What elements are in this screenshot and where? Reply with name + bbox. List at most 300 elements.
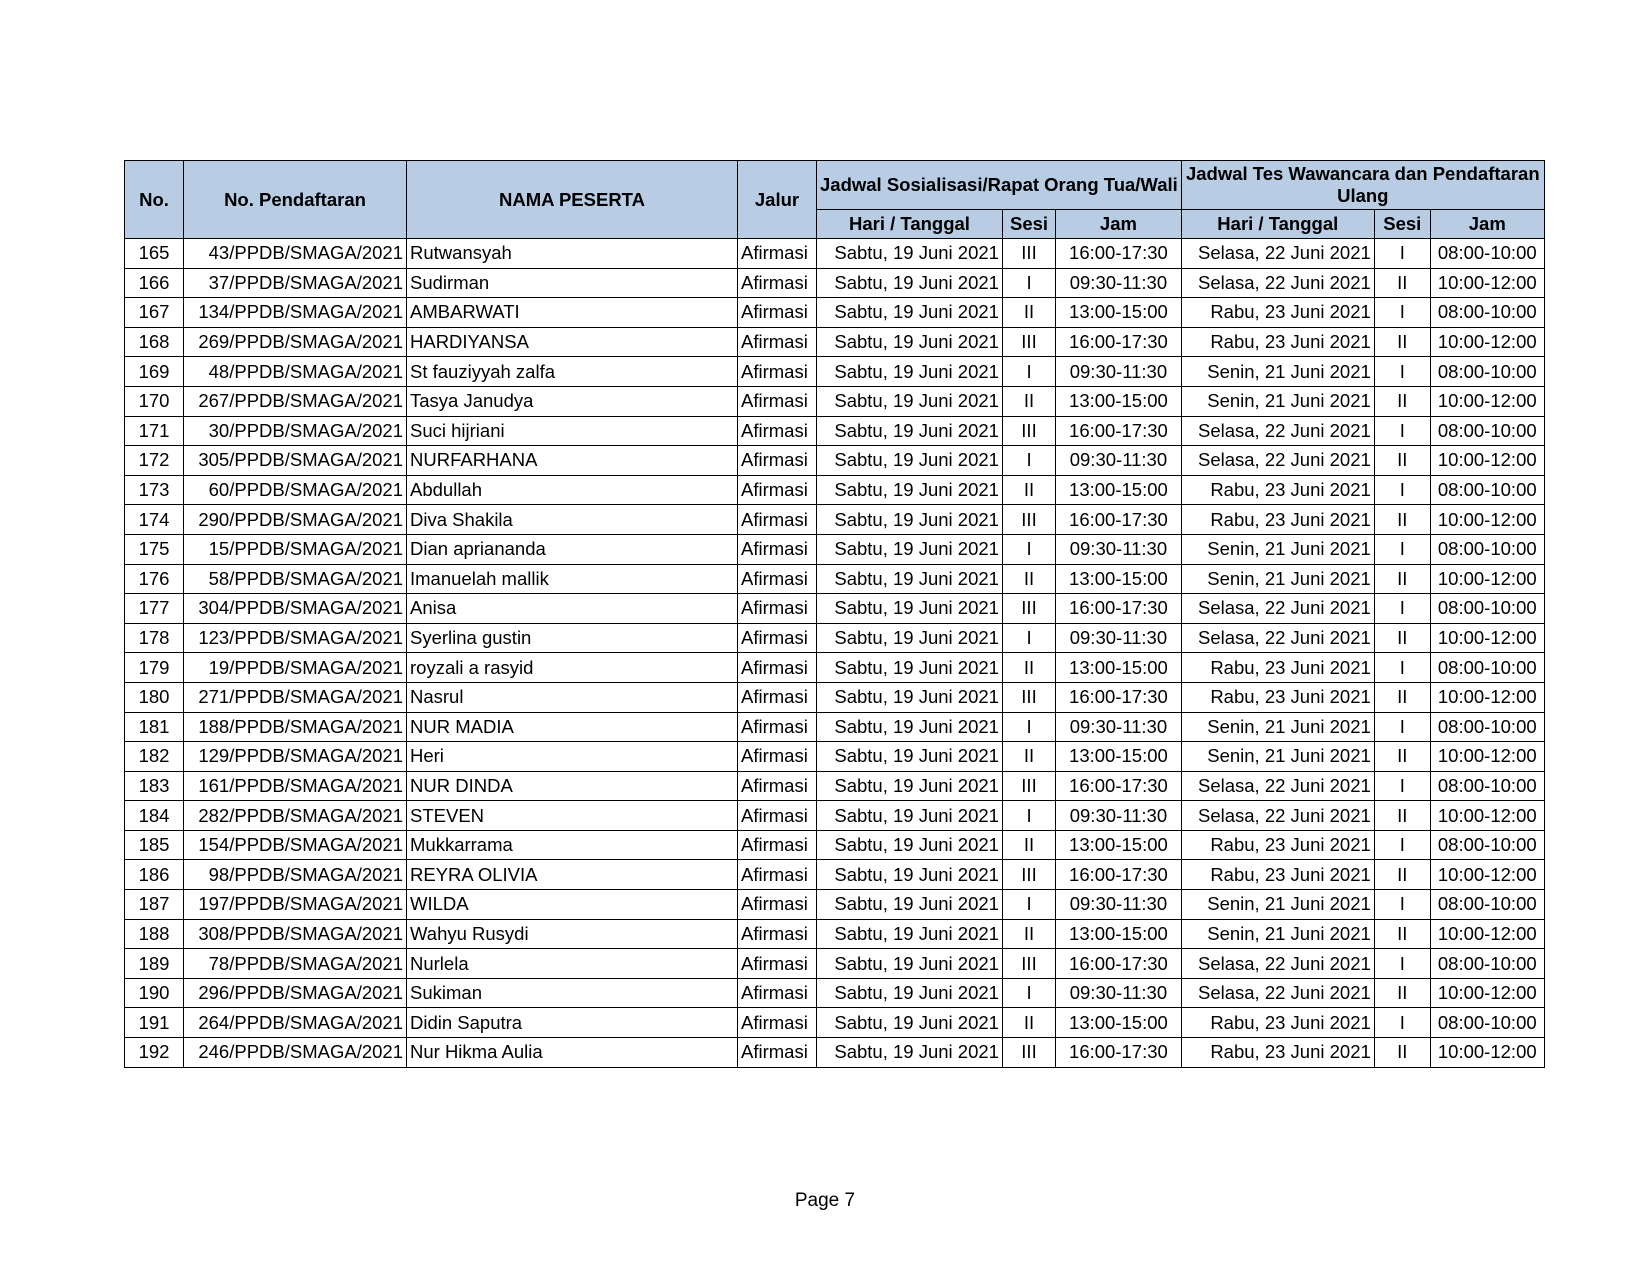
cell-no: 183 xyxy=(125,771,184,801)
cell-sosialisasi-sesi: III xyxy=(1002,1038,1055,1068)
cell-wawancara-hari: Senin, 21 Juni 2021 xyxy=(1181,386,1374,416)
cell-no-pendaftaran: 305/PPDB/SMAGA/2021 xyxy=(184,446,407,476)
cell-nama-peserta: Imanuelah mallik xyxy=(407,564,738,594)
cell-jalur: Afirmasi xyxy=(738,771,817,801)
cell-no: 178 xyxy=(125,623,184,653)
cell-jalur: Afirmasi xyxy=(738,830,817,860)
cell-no: 188 xyxy=(125,919,184,949)
header-no: No. xyxy=(125,161,184,239)
table-row xyxy=(125,830,1545,860)
cell-no: 170 xyxy=(125,386,184,416)
cell-no: 174 xyxy=(125,505,184,535)
cell-wawancara-jam: 10:00-12:00 xyxy=(1430,386,1544,416)
cell-no: 173 xyxy=(125,475,184,505)
cell-nama-peserta: St fauziyyah zalfa xyxy=(407,357,738,387)
table-row xyxy=(125,594,1545,624)
cell-no: 166 xyxy=(125,268,184,298)
cell-sosialisasi-jam: 09:30-11:30 xyxy=(1056,268,1182,298)
header-no-pendaftaran: No. Pendaftaran xyxy=(184,161,407,239)
cell-sosialisasi-sesi: I xyxy=(1002,623,1055,653)
header-jalur: Jalur xyxy=(738,161,817,239)
cell-sosialisasi-jam: 13:00-15:00 xyxy=(1056,1008,1182,1038)
cell-sosialisasi-hari: Sabtu, 19 Juni 2021 xyxy=(817,830,1003,860)
cell-no: 169 xyxy=(125,357,184,387)
cell-wawancara-jam: 10:00-12:00 xyxy=(1430,1038,1544,1068)
cell-wawancara-jam: 10:00-12:00 xyxy=(1430,268,1544,298)
cell-wawancara-sesi: I xyxy=(1374,534,1430,564)
table-row xyxy=(125,978,1545,1008)
cell-wawancara-sesi: II xyxy=(1374,505,1430,535)
cell-no-pendaftaran: 296/PPDB/SMAGA/2021 xyxy=(184,978,407,1008)
cell-sosialisasi-jam: 13:00-15:00 xyxy=(1056,298,1182,328)
cell-wawancara-jam: 08:00-10:00 xyxy=(1430,534,1544,564)
cell-jalur: Afirmasi xyxy=(738,919,817,949)
cell-jalur: Afirmasi xyxy=(738,327,817,357)
table-row xyxy=(125,682,1545,712)
cell-wawancara-jam: 10:00-12:00 xyxy=(1430,801,1544,831)
table-row xyxy=(125,949,1545,979)
cell-wawancara-sesi: II xyxy=(1374,1038,1430,1068)
cell-wawancara-sesi: I xyxy=(1374,890,1430,920)
cell-jalur: Afirmasi xyxy=(738,268,817,298)
cell-no-pendaftaran: 269/PPDB/SMAGA/2021 xyxy=(184,327,407,357)
cell-wawancara-hari: Selasa, 22 Juni 2021 xyxy=(1181,416,1374,446)
cell-wawancara-hari: Senin, 21 Juni 2021 xyxy=(1181,534,1374,564)
header-sosialisasi-hari: Hari / Tanggal xyxy=(817,210,1003,239)
cell-nama-peserta: STEVEN xyxy=(407,801,738,831)
table-row xyxy=(125,446,1545,476)
cell-jalur: Afirmasi xyxy=(738,357,817,387)
cell-sosialisasi-sesi: III xyxy=(1002,682,1055,712)
table-row xyxy=(125,1008,1545,1038)
cell-no: 186 xyxy=(125,860,184,890)
cell-nama-peserta: Didin Saputra xyxy=(407,1008,738,1038)
cell-nama-peserta: Heri xyxy=(407,742,738,772)
table-row xyxy=(125,860,1545,890)
cell-sosialisasi-hari: Sabtu, 19 Juni 2021 xyxy=(817,386,1003,416)
cell-jalur: Afirmasi xyxy=(738,623,817,653)
cell-sosialisasi-sesi: I xyxy=(1002,978,1055,1008)
cell-wawancara-jam: 08:00-10:00 xyxy=(1430,298,1544,328)
cell-wawancara-hari: Rabu, 23 Juni 2021 xyxy=(1181,1008,1374,1038)
cell-sosialisasi-sesi: I xyxy=(1002,446,1055,476)
cell-sosialisasi-hari: Sabtu, 19 Juni 2021 xyxy=(817,357,1003,387)
cell-jalur: Afirmasi xyxy=(738,416,817,446)
cell-sosialisasi-sesi: I xyxy=(1002,534,1055,564)
cell-wawancara-sesi: II xyxy=(1374,446,1430,476)
cell-jalur: Afirmasi xyxy=(738,978,817,1008)
cell-no-pendaftaran: 161/PPDB/SMAGA/2021 xyxy=(184,771,407,801)
cell-no: 175 xyxy=(125,534,184,564)
table-row xyxy=(125,239,1545,269)
cell-sosialisasi-jam: 09:30-11:30 xyxy=(1056,357,1182,387)
cell-sosialisasi-hari: Sabtu, 19 Juni 2021 xyxy=(817,505,1003,535)
cell-sosialisasi-hari: Sabtu, 19 Juni 2021 xyxy=(817,446,1003,476)
cell-wawancara-jam: 10:00-12:00 xyxy=(1430,446,1544,476)
cell-wawancara-sesi: I xyxy=(1374,298,1430,328)
cell-wawancara-sesi: II xyxy=(1374,742,1430,772)
header-nama-peserta: NAMA PESERTA xyxy=(407,161,738,239)
cell-wawancara-hari: Rabu, 23 Juni 2021 xyxy=(1181,860,1374,890)
cell-wawancara-hari: Selasa, 22 Juni 2021 xyxy=(1181,978,1374,1008)
cell-wawancara-sesi: I xyxy=(1374,416,1430,446)
cell-nama-peserta: Dian aprianandа xyxy=(407,534,738,564)
cell-jalur: Afirmasi xyxy=(738,564,817,594)
cell-nama-peserta: NUR DINDA xyxy=(407,771,738,801)
cell-jalur: Afirmasi xyxy=(738,860,817,890)
cell-jalur: Afirmasi xyxy=(738,682,817,712)
cell-wawancara-sesi: II xyxy=(1374,978,1430,1008)
cell-jalur: Afirmasi xyxy=(738,801,817,831)
cell-sosialisasi-hari: Sabtu, 19 Juni 2021 xyxy=(817,268,1003,298)
cell-wawancara-hari: Selasa, 22 Juni 2021 xyxy=(1181,623,1374,653)
cell-no-pendaftaran: 78/PPDB/SMAGA/2021 xyxy=(184,949,407,979)
header-jadwal-sosialisasi: Jadwal Sosialisasi/Rapat Orang Tua/Wali xyxy=(817,161,1182,210)
cell-sosialisasi-sesi: III xyxy=(1002,505,1055,535)
cell-sosialisasi-sesi: II xyxy=(1002,830,1055,860)
cell-sosialisasi-jam: 16:00-17:30 xyxy=(1056,416,1182,446)
cell-wawancara-jam: 10:00-12:00 xyxy=(1430,860,1544,890)
cell-sosialisasi-hari: Sabtu, 19 Juni 2021 xyxy=(817,1008,1003,1038)
cell-no: 168 xyxy=(125,327,184,357)
cell-sosialisasi-sesi: II xyxy=(1002,919,1055,949)
cell-sosialisasi-hari: Sabtu, 19 Juni 2021 xyxy=(817,475,1003,505)
cell-no: 181 xyxy=(125,712,184,742)
cell-wawancara-sesi: II xyxy=(1374,860,1430,890)
cell-no-pendaftaran: 60/PPDB/SMAGA/2021 xyxy=(184,475,407,505)
cell-wawancara-sesi: I xyxy=(1374,771,1430,801)
cell-jalur: Afirmasi xyxy=(738,386,817,416)
cell-wawancara-hari: Rabu, 23 Juni 2021 xyxy=(1181,1038,1374,1068)
header-jadwal-wawancara: Jadwal Tes Wawancara dan Pendaftaran Ulang xyxy=(1181,161,1544,210)
cell-nama-peserta: Sudirman xyxy=(407,268,738,298)
cell-sosialisasi-hari: Sabtu, 19 Juni 2021 xyxy=(817,771,1003,801)
cell-sosialisasi-jam: 09:30-11:30 xyxy=(1056,623,1182,653)
cell-wawancara-hari: Rabu, 23 Juni 2021 xyxy=(1181,298,1374,328)
cell-wawancara-hari: Senin, 21 Juni 2021 xyxy=(1181,919,1374,949)
cell-wawancara-sesi: II xyxy=(1374,623,1430,653)
table-header xyxy=(125,161,1545,239)
cell-no: 189 xyxy=(125,949,184,979)
table-row xyxy=(125,742,1545,772)
cell-sosialisasi-sesi: III xyxy=(1002,327,1055,357)
table-row xyxy=(125,919,1545,949)
cell-jalur: Afirmasi xyxy=(738,534,817,564)
cell-sosialisasi-hari: Sabtu, 19 Juni 2021 xyxy=(817,1038,1003,1068)
cell-wawancara-jam: 08:00-10:00 xyxy=(1430,1008,1544,1038)
cell-sosialisasi-hari: Sabtu, 19 Juni 2021 xyxy=(817,919,1003,949)
cell-wawancara-sesi: I xyxy=(1374,1008,1430,1038)
cell-sosialisasi-sesi: III xyxy=(1002,860,1055,890)
cell-nama-peserta: WILDA xyxy=(407,890,738,920)
table-row xyxy=(125,564,1545,594)
cell-wawancara-sesi: I xyxy=(1374,475,1430,505)
cell-sosialisasi-jam: 16:00-17:30 xyxy=(1056,682,1182,712)
cell-wawancara-sesi: I xyxy=(1374,949,1430,979)
cell-wawancara-jam: 10:00-12:00 xyxy=(1430,978,1544,1008)
cell-no-pendaftaran: 134/PPDB/SMAGA/2021 xyxy=(184,298,407,328)
cell-nama-peserta: Mukkarrama xyxy=(407,830,738,860)
cell-sosialisasi-sesi: III xyxy=(1002,949,1055,979)
cell-jalur: Afirmasi xyxy=(738,505,817,535)
cell-sosialisasi-sesi: I xyxy=(1002,890,1055,920)
cell-sosialisasi-sesi: I xyxy=(1002,801,1055,831)
cell-wawancara-jam: 10:00-12:00 xyxy=(1430,919,1544,949)
cell-sosialisasi-sesi: II xyxy=(1002,564,1055,594)
cell-no-pendaftaran: 188/PPDB/SMAGA/2021 xyxy=(184,712,407,742)
cell-nama-peserta: Wahyu Rusydi xyxy=(407,919,738,949)
cell-no-pendaftaran: 304/PPDB/SMAGA/2021 xyxy=(184,594,407,624)
cell-nama-peserta: Sukiman xyxy=(407,978,738,1008)
table-row xyxy=(125,327,1545,357)
table-row xyxy=(125,416,1545,446)
cell-wawancara-sesi: II xyxy=(1374,682,1430,712)
cell-nama-peserta: Anisa xyxy=(407,594,738,624)
table-row xyxy=(125,1038,1545,1068)
cell-sosialisasi-sesi: III xyxy=(1002,594,1055,624)
cell-sosialisasi-jam: 16:00-17:30 xyxy=(1056,505,1182,535)
table-row xyxy=(125,712,1545,742)
cell-sosialisasi-jam: 16:00-17:30 xyxy=(1056,771,1182,801)
cell-wawancara-sesi: II xyxy=(1374,564,1430,594)
cell-sosialisasi-jam: 09:30-11:30 xyxy=(1056,446,1182,476)
cell-nama-peserta: royzali a rasyid xyxy=(407,653,738,683)
cell-no: 176 xyxy=(125,564,184,594)
cell-nama-peserta: Rutwansyah xyxy=(407,239,738,269)
cell-nama-peserta: HARDIYANSA xyxy=(407,327,738,357)
cell-wawancara-hari: Rabu, 23 Juni 2021 xyxy=(1181,682,1374,712)
cell-sosialisasi-sesi: II xyxy=(1002,742,1055,772)
cell-no: 172 xyxy=(125,446,184,476)
cell-wawancara-hari: Selasa, 22 Juni 2021 xyxy=(1181,268,1374,298)
cell-no-pendaftaran: 290/PPDB/SMAGA/2021 xyxy=(184,505,407,535)
cell-no: 182 xyxy=(125,742,184,772)
cell-sosialisasi-jam: 13:00-15:00 xyxy=(1056,564,1182,594)
table-row xyxy=(125,298,1545,328)
cell-sosialisasi-hari: Sabtu, 19 Juni 2021 xyxy=(817,623,1003,653)
cell-nama-peserta: Nasrul xyxy=(407,682,738,712)
cell-sosialisasi-hari: Sabtu, 19 Juni 2021 xyxy=(817,594,1003,624)
cell-wawancara-hari: Rabu, 23 Juni 2021 xyxy=(1181,475,1374,505)
cell-jalur: Afirmasi xyxy=(738,446,817,476)
cell-no: 184 xyxy=(125,801,184,831)
cell-wawancara-hari: Selasa, 22 Juni 2021 xyxy=(1181,949,1374,979)
cell-no: 190 xyxy=(125,978,184,1008)
cell-sosialisasi-sesi: I xyxy=(1002,268,1055,298)
cell-no-pendaftaran: 282/PPDB/SMAGA/2021 xyxy=(184,801,407,831)
cell-wawancara-hari: Selasa, 22 Juni 2021 xyxy=(1181,446,1374,476)
cell-no-pendaftaran: 30/PPDB/SMAGA/2021 xyxy=(184,416,407,446)
cell-jalur: Afirmasi xyxy=(738,298,817,328)
schedule-table xyxy=(124,160,1545,1068)
cell-sosialisasi-jam: 16:00-17:30 xyxy=(1056,327,1182,357)
cell-sosialisasi-jam: 16:00-17:30 xyxy=(1056,239,1182,269)
cell-sosialisasi-hari: Sabtu, 19 Juni 2021 xyxy=(817,801,1003,831)
cell-wawancara-jam: 08:00-10:00 xyxy=(1430,712,1544,742)
cell-jalur: Afirmasi xyxy=(738,712,817,742)
cell-sosialisasi-jam: 13:00-15:00 xyxy=(1056,919,1182,949)
cell-no: 187 xyxy=(125,890,184,920)
table-row xyxy=(125,386,1545,416)
cell-jalur: Afirmasi xyxy=(738,1008,817,1038)
cell-nama-peserta: Syerlina gustin xyxy=(407,623,738,653)
cell-nama-peserta: NURFARHANA xyxy=(407,446,738,476)
table-row xyxy=(125,890,1545,920)
cell-no-pendaftaran: 98/PPDB/SMAGA/2021 xyxy=(184,860,407,890)
cell-wawancara-jam: 10:00-12:00 xyxy=(1430,327,1544,357)
cell-wawancara-sesi: I xyxy=(1374,830,1430,860)
cell-sosialisasi-hari: Sabtu, 19 Juni 2021 xyxy=(817,239,1003,269)
cell-no: 180 xyxy=(125,682,184,712)
cell-no: 177 xyxy=(125,594,184,624)
cell-wawancara-hari: Selasa, 22 Juni 2021 xyxy=(1181,771,1374,801)
cell-sosialisasi-hari: Sabtu, 19 Juni 2021 xyxy=(817,564,1003,594)
cell-no-pendaftaran: 43/PPDB/SMAGA/2021 xyxy=(184,239,407,269)
table-row xyxy=(125,534,1545,564)
cell-no-pendaftaran: 129/PPDB/SMAGA/2021 xyxy=(184,742,407,772)
cell-jalur: Afirmasi xyxy=(738,653,817,683)
cell-sosialisasi-hari: Sabtu, 19 Juni 2021 xyxy=(817,712,1003,742)
cell-wawancara-sesi: I xyxy=(1374,712,1430,742)
cell-no-pendaftaran: 123/PPDB/SMAGA/2021 xyxy=(184,623,407,653)
table-row xyxy=(125,801,1545,831)
cell-sosialisasi-jam: 09:30-11:30 xyxy=(1056,978,1182,1008)
cell-wawancara-jam: 08:00-10:00 xyxy=(1430,594,1544,624)
cell-wawancara-jam: 08:00-10:00 xyxy=(1430,890,1544,920)
header-wawancara-sesi: Sesi xyxy=(1374,210,1430,239)
cell-nama-peserta: Diva Shakila xyxy=(407,505,738,535)
cell-wawancara-hari: Rabu, 23 Juni 2021 xyxy=(1181,505,1374,535)
cell-wawancara-jam: 10:00-12:00 xyxy=(1430,505,1544,535)
cell-no-pendaftaran: 264/PPDB/SMAGA/2021 xyxy=(184,1008,407,1038)
cell-nama-peserta: Nurlela xyxy=(407,949,738,979)
cell-sosialisasi-sesi: I xyxy=(1002,712,1055,742)
cell-sosialisasi-hari: Sabtu, 19 Juni 2021 xyxy=(817,949,1003,979)
cell-wawancara-hari: Selasa, 22 Juni 2021 xyxy=(1181,594,1374,624)
cell-sosialisasi-jam: 13:00-15:00 xyxy=(1056,386,1182,416)
cell-jalur: Afirmasi xyxy=(738,949,817,979)
cell-sosialisasi-jam: 13:00-15:00 xyxy=(1056,653,1182,683)
cell-sosialisasi-jam: 09:30-11:30 xyxy=(1056,890,1182,920)
cell-jalur: Afirmasi xyxy=(738,239,817,269)
cell-wawancara-hari: Rabu, 23 Juni 2021 xyxy=(1181,327,1374,357)
cell-sosialisasi-sesi: I xyxy=(1002,357,1055,387)
cell-wawancara-sesi: I xyxy=(1374,239,1430,269)
cell-wawancara-jam: 08:00-10:00 xyxy=(1430,830,1544,860)
cell-sosialisasi-sesi: II xyxy=(1002,1008,1055,1038)
cell-wawancara-jam: 10:00-12:00 xyxy=(1430,682,1544,712)
cell-jalur: Afirmasi xyxy=(738,1038,817,1068)
cell-jalur: Afirmasi xyxy=(738,594,817,624)
cell-no: 167 xyxy=(125,298,184,328)
cell-wawancara-sesi: II xyxy=(1374,919,1430,949)
cell-wawancara-hari: Senin, 21 Juni 2021 xyxy=(1181,712,1374,742)
cell-sosialisasi-sesi: II xyxy=(1002,475,1055,505)
cell-no-pendaftaran: 197/PPDB/SMAGA/2021 xyxy=(184,890,407,920)
header-sosialisasi-jam: Jam xyxy=(1056,210,1182,239)
table-row xyxy=(125,505,1545,535)
cell-jalur: Afirmasi xyxy=(738,475,817,505)
cell-sosialisasi-jam: 16:00-17:30 xyxy=(1056,949,1182,979)
cell-jalur: Afirmasi xyxy=(738,890,817,920)
cell-sosialisasi-hari: Sabtu, 19 Juni 2021 xyxy=(817,416,1003,446)
cell-wawancara-hari: Senin, 21 Juni 2021 xyxy=(1181,564,1374,594)
cell-no: 185 xyxy=(125,830,184,860)
cell-wawancara-hari: Senin, 21 Juni 2021 xyxy=(1181,742,1374,772)
cell-nama-peserta: NUR MADIA xyxy=(407,712,738,742)
cell-no: 192 xyxy=(125,1038,184,1068)
cell-wawancara-sesi: I xyxy=(1374,594,1430,624)
cell-wawancara-sesi: I xyxy=(1374,653,1430,683)
cell-no-pendaftaran: 19/PPDB/SMAGA/2021 xyxy=(184,653,407,683)
cell-sosialisasi-jam: 16:00-17:30 xyxy=(1056,594,1182,624)
cell-wawancara-jam: 08:00-10:00 xyxy=(1430,771,1544,801)
cell-no-pendaftaran: 15/PPDB/SMAGA/2021 xyxy=(184,534,407,564)
cell-sosialisasi-hari: Sabtu, 19 Juni 2021 xyxy=(817,890,1003,920)
table-body xyxy=(125,239,1545,1068)
cell-wawancara-sesi: II xyxy=(1374,268,1430,298)
cell-sosialisasi-sesi: III xyxy=(1002,416,1055,446)
cell-sosialisasi-jam: 09:30-11:30 xyxy=(1056,534,1182,564)
cell-no-pendaftaran: 58/PPDB/SMAGA/2021 xyxy=(184,564,407,594)
cell-wawancara-sesi: II xyxy=(1374,386,1430,416)
cell-sosialisasi-jam: 13:00-15:00 xyxy=(1056,830,1182,860)
cell-sosialisasi-sesi: II xyxy=(1002,298,1055,328)
cell-no-pendaftaran: 246/PPDB/SMAGA/2021 xyxy=(184,1038,407,1068)
cell-sosialisasi-sesi: III xyxy=(1002,771,1055,801)
cell-wawancara-jam: 08:00-10:00 xyxy=(1430,475,1544,505)
cell-sosialisasi-hari: Sabtu, 19 Juni 2021 xyxy=(817,860,1003,890)
table-row xyxy=(125,623,1545,653)
cell-wawancara-sesi: I xyxy=(1374,357,1430,387)
cell-sosialisasi-jam: 13:00-15:00 xyxy=(1056,475,1182,505)
cell-sosialisasi-hari: Sabtu, 19 Juni 2021 xyxy=(817,742,1003,772)
cell-wawancara-sesi: II xyxy=(1374,801,1430,831)
cell-wawancara-hari: Rabu, 23 Juni 2021 xyxy=(1181,653,1374,683)
table-row xyxy=(125,771,1545,801)
cell-sosialisasi-hari: Sabtu, 19 Juni 2021 xyxy=(817,534,1003,564)
cell-no-pendaftaran: 154/PPDB/SMAGA/2021 xyxy=(184,830,407,860)
cell-wawancara-sesi: II xyxy=(1374,327,1430,357)
cell-no: 191 xyxy=(125,1008,184,1038)
cell-sosialisasi-sesi: III xyxy=(1002,239,1055,269)
cell-sosialisasi-sesi: II xyxy=(1002,386,1055,416)
cell-no: 171 xyxy=(125,416,184,446)
table-row xyxy=(125,653,1545,683)
cell-sosialisasi-jam: 16:00-17:30 xyxy=(1056,860,1182,890)
cell-sosialisasi-jam: 09:30-11:30 xyxy=(1056,712,1182,742)
cell-wawancara-jam: 08:00-10:00 xyxy=(1430,416,1544,446)
cell-no-pendaftaran: 271/PPDB/SMAGA/2021 xyxy=(184,682,407,712)
table-row xyxy=(125,475,1545,505)
cell-wawancara-jam: 10:00-12:00 xyxy=(1430,623,1544,653)
cell-wawancara-jam: 08:00-10:00 xyxy=(1430,949,1544,979)
cell-no-pendaftaran: 308/PPDB/SMAGA/2021 xyxy=(184,919,407,949)
cell-nama-peserta: Suci hijriani xyxy=(407,416,738,446)
cell-wawancara-jam: 10:00-12:00 xyxy=(1430,742,1544,772)
cell-no-pendaftaran: 48/PPDB/SMAGA/2021 xyxy=(184,357,407,387)
cell-nama-peserta: Tasya Janudya xyxy=(407,386,738,416)
cell-nama-peserta: AMBARWATI xyxy=(407,298,738,328)
header-wawancara-jam: Jam xyxy=(1430,210,1544,239)
cell-no: 179 xyxy=(125,653,184,683)
header-sosialisasi-sesi: Sesi xyxy=(1002,210,1055,239)
cell-sosialisasi-jam: 09:30-11:30 xyxy=(1056,801,1182,831)
cell-wawancara-jam: 10:00-12:00 xyxy=(1430,564,1544,594)
cell-wawancara-hari: Selasa, 22 Juni 2021 xyxy=(1181,801,1374,831)
cell-wawancara-jam: 08:00-10:00 xyxy=(1430,653,1544,683)
cell-sosialisasi-hari: Sabtu, 19 Juni 2021 xyxy=(817,298,1003,328)
